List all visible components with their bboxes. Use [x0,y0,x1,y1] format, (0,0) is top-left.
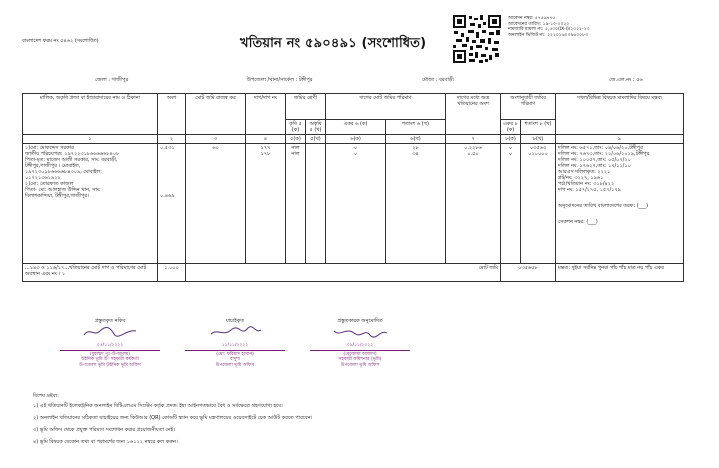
header-non-agri: অকৃষি ৫ (খ) [306,120,326,135]
share-acre-cell [501,144,521,264]
signature-date: ০৫/১১/২০২২ [96,343,124,348]
remarks-cell [556,144,684,264]
remark-line: দাগ নং: ১৫৭/২৭৫, ১৫৭/১৭৯ [558,187,621,193]
decimal-cell [386,144,446,264]
qr-pattern [452,14,502,64]
col-num: ২ [158,135,186,144]
share-acre-value: ০ [508,151,513,157]
revenue-cell: ৬০ [186,144,246,264]
signature-title: সহকারী কমিশনার (ভূমি) [338,357,382,362]
khatian-table [22,93,684,282]
header-owner: মালিক, অকৃষি প্রজা বা ইজারাদারের নাম ও ঠিকানা [23,94,158,135]
header-share: অংশ [158,94,186,135]
signature-name: (মো: ফরিয়াদ হাসান) [216,351,254,357]
table-footer-row [23,264,684,282]
signature-name: (রেজোয়া আজাদ) [343,351,377,357]
owner-line: পিতা-মৃত: মাজেদ আলী সরকার, সাং: বরবাড়ী, [25,157,118,163]
remark-line: দলিল নং: ১৭৬২৭,তাং: ১৭/১১/১০ [558,163,631,169]
header-remarks: দখল/বিভিন্ন বিষয়ক মামলাদির বিষয়ে মন্তব্য [556,94,684,135]
notes [33,393,673,445]
col-num: ৩ [186,135,246,144]
signature-office: উপজেলা ভূমি অফিস [215,362,255,368]
owner-line: ০১৭২১৩৬১৯২২ [25,175,61,181]
remark-line: দলিল নং: ৭৬৭৩,তাং: ২২/০৬/২০১৯,টঙ্গীপুর [558,151,650,157]
header-decimal-b: শতাংশ ৮ (খ) [521,120,556,135]
remark-line: পর্চা/খতিয়ান নং: ৩১৮/৪২২ [558,181,615,187]
share-acre-value: ০ [508,145,513,151]
dag-number: ১৭৭ [260,145,271,151]
notes-heading: বিশেষ দ্রষ্টব্য: [33,393,59,399]
owner-share: ০.৪৬৯ [160,193,175,199]
signature-office: উপজেলা ভূমি উইনিক ভূমি অফিস [79,362,141,368]
note-item: ৩) ভূমি অফিস থেকে প্রযুক্ত পরিমাণ সংশোধন করার প্রয়োজনীয়তা নেই। [33,427,175,433]
remark-line: দলিল নং: ১০০৫৭,তাং: ০৫/০৭/২০ [558,157,631,163]
upazila: উপজেলা /থানা/সার্কেল : টঙ্গীপুর [247,77,313,83]
signature-date: ০৯/১১/২০২২ [346,343,374,348]
verify-number: অনলাইন ভিজিট নং: ২২২০১৬০০৯৬০৫৮৩ [508,32,589,38]
acre-cell [326,144,386,264]
owner-share: ০.৫৩১ [160,145,175,151]
owner-line: বিলাশকান্দিয়া, টঙ্গীপুর,গাজীপুর। [25,193,90,199]
footer-total: ০৩৫৬৫৮ [501,264,556,282]
footer-note: ...১৪৩ ও ১১৬/১৭...খতিয়ানের মোট দাগ ও পরিমাণের মোট অবস্থান এবং নং । ১ [23,264,158,282]
header-dag-total: দাগের মোট জমির পরিমাণ [326,94,446,120]
header-dag: দাগ/দাগ নং [246,94,286,135]
header-share-land: অংশানুযায়ী জমির পরিমাণ [501,94,556,120]
acre-value: ০ [353,151,358,157]
owner-line: টঙ্গীপুর,গাজীপুর । মোবাইল, [25,163,81,169]
column-number-row [23,135,684,144]
khatian-share-value: ০.৫০ [467,151,479,157]
signature-role: যাচাইকৃত [225,318,245,324]
remark-line: দলিল নং: ৬৫৭১,তাং: ০৪/০৬/২০,টঙ্গীপুর [558,145,643,151]
form-number: বাংলাদেশ ফরম নং ৫৪৬২ (সংশোধিত) [22,38,99,44]
district: জেলা : গাজীপুর [95,77,129,83]
signature-title: উইনিক ভূমি উ: সহকারী কর্মকর্তা [81,357,139,362]
signature-role: প্রস্তুতকৃত নকিব [94,318,126,324]
khatian-share-value: ০.২২৮৬ [464,145,482,151]
decimal-value: ২৮ [412,145,419,151]
header-revenue: মোট জমি রাজস্ব কর [186,94,246,135]
note-item: ২) অনলাইন খতিয়ানের সঠিকতা যাচাইয়ের জন্য কিউআর (QR) কোডটি স্ক্যান করে ভূমি মন্ত্রণালয়ের ওয়েবসাইটে চেক আউট করতে পারবেন। [33,415,313,421]
header-acre-a: একর ৬ (ক) [326,120,386,135]
signature-line [185,350,285,351]
dag-cell [246,144,286,264]
col-num: ৬(ক) [326,135,386,144]
application-number: আবেদন নম্বর: ৫৭৫৬৭৭৫ [508,16,556,21]
acre-value: ০ [353,145,358,151]
owner-cell [23,144,158,264]
owner-line: পিতা- মো: আলহাজ উদ্দিন খান, সাং: [25,187,101,193]
col-num: ৪ [246,135,286,144]
table-row [23,144,684,264]
share-cell [158,144,186,264]
header-agri: কৃষি ৫ (ক) [286,120,306,135]
dag-number: ১৭৮ [260,151,271,157]
header-decimal-a: শতাংশ ৬ (খ) [386,120,446,135]
signature-name: (মুহাম্মদ পুঃ-উ-আলম) [89,351,131,357]
owner-line: ১৯৭২৩০১৮৬৬৬৬৮৪৩০৯, মোবাইল: [25,169,102,175]
signature-scribble [80,325,140,339]
header-acre-b: একর ৮ (ক) [501,120,521,135]
agri-cell [286,144,306,264]
mouza: মৌজা : বরবাড়ী [422,77,454,83]
share-decimal-cell [521,144,556,264]
signature-line [310,350,410,351]
col-num: ৭ [446,135,501,144]
owner-line: ২)মো: তোরফাত কাজল [25,181,74,187]
signature-line [60,350,160,351]
footer-total-label: মোট জমি [186,264,501,282]
signature-scribble [205,325,265,339]
col-num: ৫(ক) [286,135,306,144]
footer-share: ১.০০০ [158,264,186,282]
col-num: ৬(খ) [386,135,446,144]
land-class: নাল [291,151,300,157]
remark-line: প্লট/নং: ৩২২৭, ১৯৬১ [558,175,604,181]
col-num: ৯ [556,135,684,144]
signature-title: বাদুশা [229,357,241,362]
note-item: ৪) ভূমি বিষয়ক যেকোন তথ্য বা পরামর্শের জন্য ১৬১২২ নম্বরে কল করুন। [33,439,178,445]
signature-office: উপজেলা ভূমি অফিস [340,362,380,368]
footer-remark: মন্তব্য: দুইয়া সর্বনিম্ন পুনরা পাঁচ শাঁচ মাত্র নয় পাঁচ একর [556,264,684,282]
note-item: ১) এই খতিয়ানটি ইলেকট্রনিক অনলাইন বিটিএলএম সিস্টেম কর্তৃক প্রদত্ত। ইহা আইনগতভাবে বৈধ ও সর্বক্ষেত্রে গ্রহণযোগ্য হবে। [33,403,283,409]
remark-section: সেকশন নম্বর: (___) [558,219,598,225]
signature-block-3 [300,318,420,368]
col-num: ১ [23,135,158,144]
application-date: আবেদনের তারিখ: ১৯-১০-২০২২ [508,21,570,27]
signature-date: ১১/১১/২০২২ [221,343,249,348]
signature-block-1 [50,318,170,368]
remark-line: আরএস দলিলকৃত: ২২২১ [558,169,611,175]
remark-approval: অনুমোদনের তারিখ বাংলাদেশের তরফ: (___) [558,203,649,209]
case-number: নামজারি মামলা নং: ৫,৫০০(IX-I)/২০২২-২৩ [508,27,590,32]
signature-role: প্রস্তুতকারক অনুমোদিত [337,318,383,324]
header-khatian-share: দাগের মধ্যে অত্র খতিয়ানের অংশ [446,94,501,135]
decimal-value: ৩৪ [412,151,419,157]
owner-line: জাতীয় পরিচয়পত্র: ১৯৭২২৩১৮৬৬৬৬৬৮৪০৮ [25,151,120,157]
col-num: ৮(ক) [501,135,521,144]
qr-code[interactable] [452,14,502,64]
share-decimal-value: ০৩৫৬৩ [529,145,547,151]
meta-block [508,16,589,38]
owner-line: ১)মো: মোকদ্দেস সরকার [25,145,74,151]
page-title: খতিয়ান নং ৫৯০৪৯১ (সংশোধিত) [240,36,427,51]
land-class: নাল [291,145,300,151]
header-land-class: জমির শ্রেণী [286,94,326,120]
non-agri-cell [306,144,326,264]
col-num: ৫(খ) [306,135,326,144]
col-num: ৮(খ) [521,135,556,144]
signature-block-2 [175,318,295,368]
share-decimal-value: ০২০০০০ [528,151,548,157]
signature-scribble [330,325,390,339]
jl-number: জে.এল.নং : ৫৬ [609,77,643,83]
khatian-share-cell [446,144,501,264]
